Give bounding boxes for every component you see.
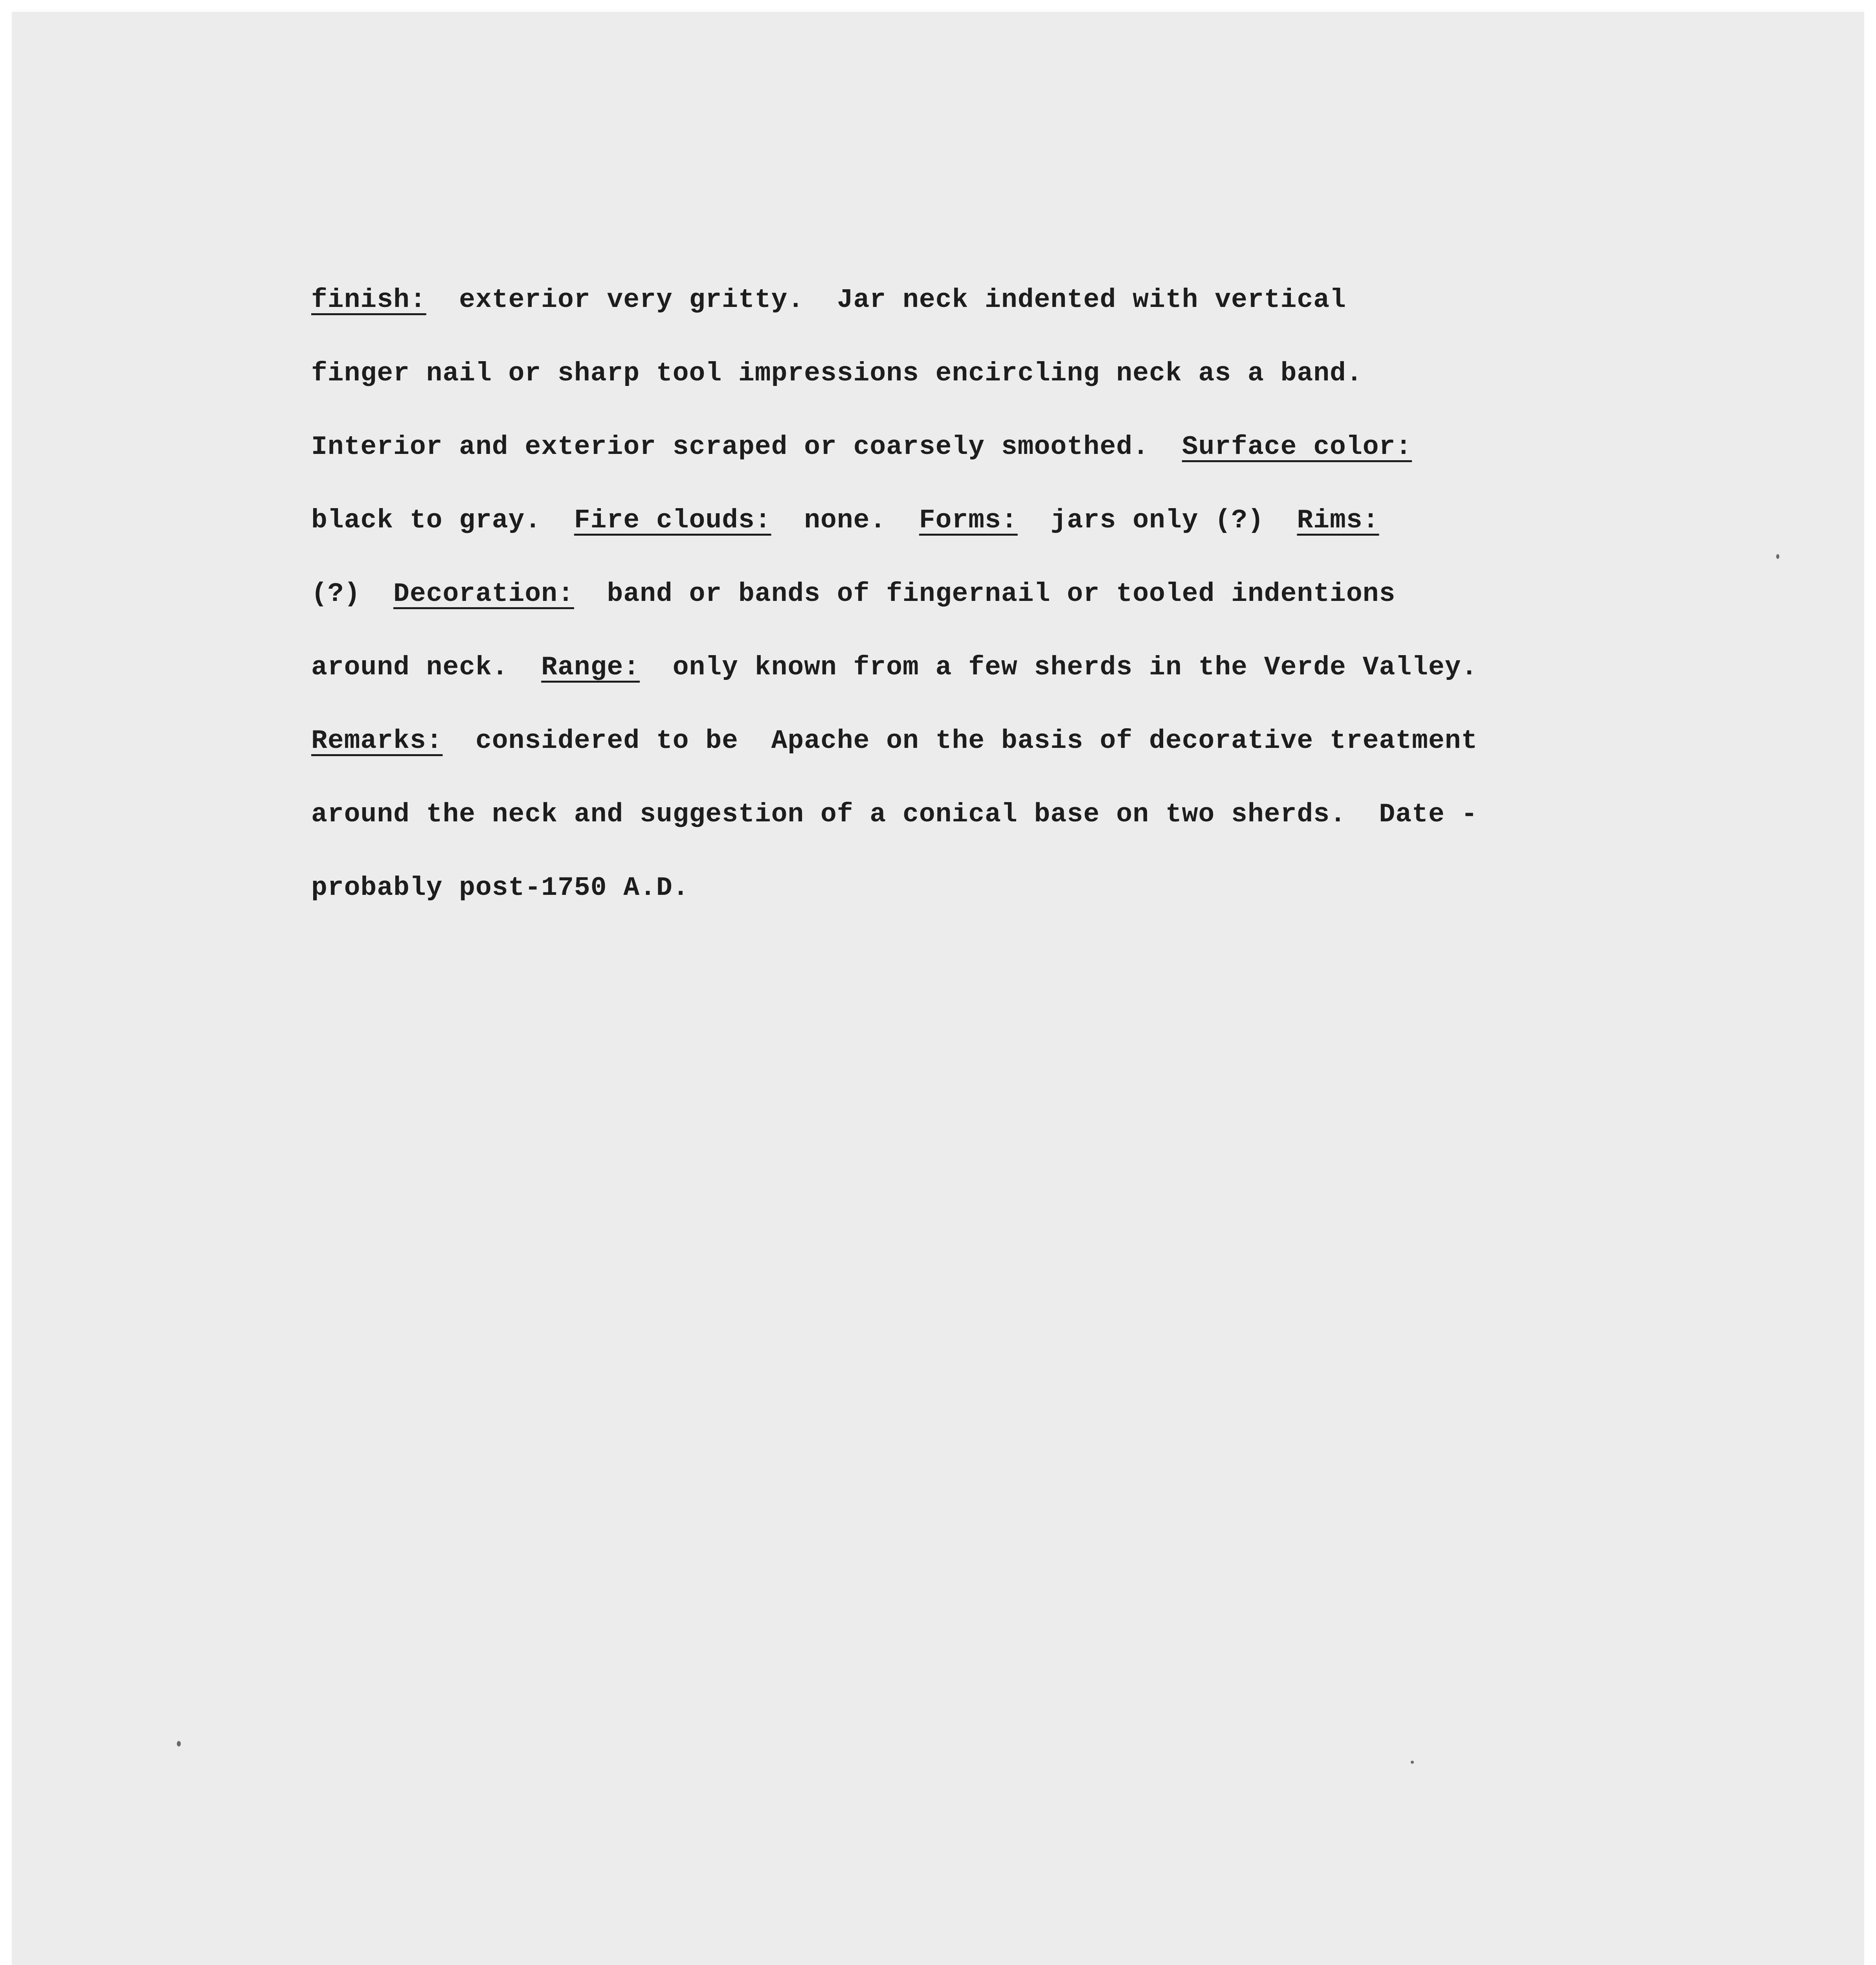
document-page <box>12 12 1864 1965</box>
field-label: Remarks: <box>311 726 443 756</box>
text-line <box>311 410 1647 484</box>
text-segment: around neck. <box>311 652 542 683</box>
text-segment: none. <box>771 505 919 536</box>
field-label: Range: <box>541 652 640 683</box>
field-label: Decoration: <box>393 579 574 609</box>
text-segment: probably post-1750 A.D. <box>311 873 689 903</box>
text-line <box>311 631 1647 704</box>
text-segment: (?) <box>311 579 394 609</box>
text-segment: exterior very gritty. Jar neck indented with vertical <box>426 285 1346 315</box>
paper-speck <box>1411 1761 1414 1764</box>
text-line <box>311 484 1647 557</box>
text-segment: finger nail or sharp tool impressions encircling neck as a band. <box>311 358 1363 389</box>
field-label: Fire clouds: <box>574 505 771 536</box>
text-segment: around the neck and suggestion of a conical base on two sherds. Date - <box>311 799 1478 830</box>
text-segment: only known from a few sherds in the Verde Valley. <box>640 652 1478 683</box>
text-line <box>311 337 1647 410</box>
text-line <box>311 704 1647 778</box>
body-text <box>311 263 1647 925</box>
text-line <box>311 778 1647 851</box>
field-label: Forms: <box>919 505 1018 536</box>
field-label: Surface color: <box>1182 432 1412 462</box>
text-segment: Interior and exterior scraped or coarsely smoothed. <box>311 432 1182 462</box>
text-line <box>311 263 1647 337</box>
text-line <box>311 851 1647 925</box>
field-label: finish: <box>311 285 426 315</box>
text-segment: band or bands of fingernail or tooled indentions <box>574 579 1396 609</box>
field-label: Rims: <box>1297 505 1379 536</box>
text-segment: considered to be Apache on the basis of decorative treatment <box>442 726 1478 756</box>
paper-speck <box>177 1741 181 1746</box>
text-segment: jars only (?) <box>1017 505 1297 536</box>
text-segment: black to gray. <box>311 505 574 536</box>
text-line <box>311 557 1647 631</box>
paper-speck <box>1776 554 1779 559</box>
